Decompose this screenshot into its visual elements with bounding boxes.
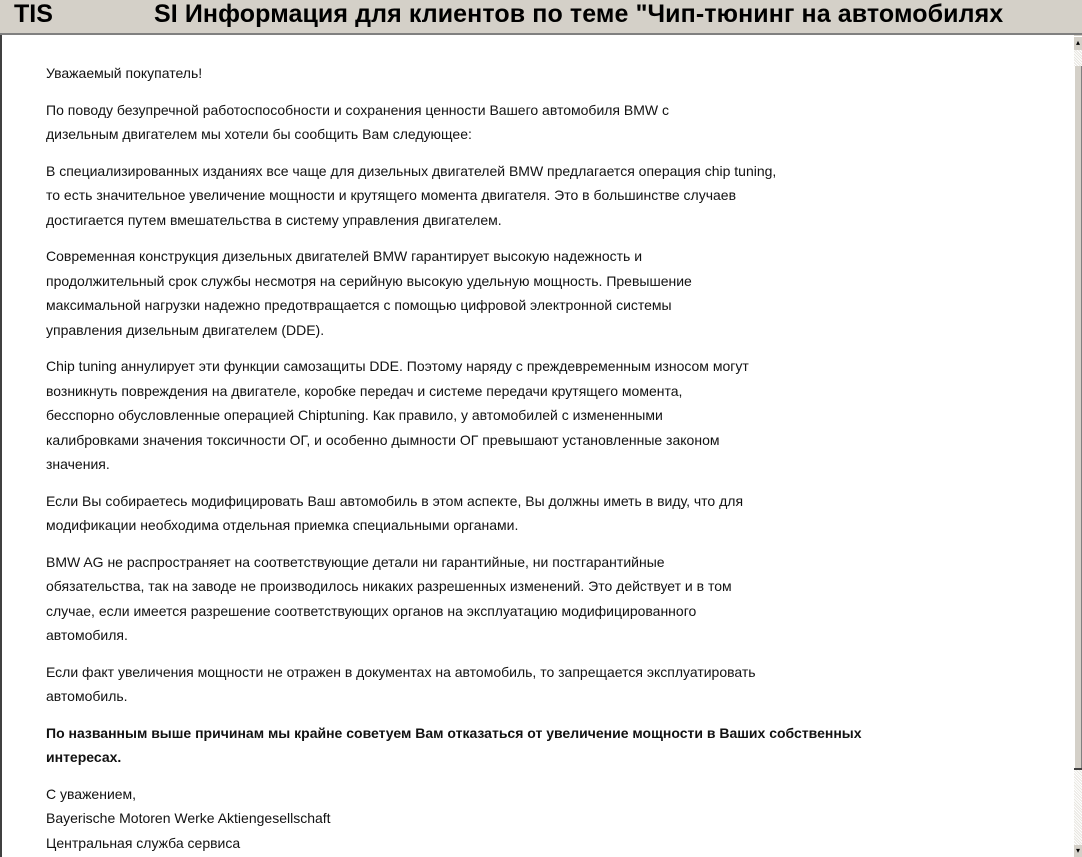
scroll-up-button[interactable]	[1074, 36, 1082, 50]
paragraph-chip-tuning-offer: В специализированных изданиях все чаще для дизельных двигателей BMW предлагается операция chip tuning, то есть значительное увеличение мощности и крутящего момента двигателя. Это в большинстве случаев достигается путем вмешательства в систему управления двигателем.	[46, 162, 777, 228]
paragraph-documents: Если факт увеличения мощности не отражен в документах на автомобиль, то запрещается эксплуатировать автомобиль.	[46, 663, 756, 704]
arrow-up-icon: ▴	[1075, 38, 1080, 47]
scroll-thumb[interactable]	[1074, 66, 1082, 768]
arrow-down-icon: ▾	[1075, 846, 1080, 855]
signature-closing: С уважением,	[46, 785, 137, 802]
scroll-down-button[interactable]	[1074, 845, 1082, 857]
signature-block	[46, 782, 926, 856]
paragraph-modern-design: Современная конструкция дизельных двигателей BMW гарантирует высокую надежность и продолжительный срок службы несмотря на серийную высокую удельную мощность. Превышение максимальной нагрузки надежно предотвращается с помощью цифровой электронной системы управления дизельным двигателем (DDE).	[46, 248, 692, 338]
paragraph-warranty: BMW AG не распространяет на соответствующие детали ни гарантийные, ни постгарантийные обязательства, так на заводе не производилось никаких разрешенных изменений. Это действует и в том случае, если имеется разрешение соответствующих органов на эксплуатацию модифицированного автомобиля.	[46, 553, 732, 643]
greeting: Уважаемый покупатель!	[46, 65, 203, 81]
scroll-track-upper[interactable]	[1074, 50, 1082, 66]
title-bar	[0, 0, 1082, 34]
scroll-track-lower[interactable]	[1074, 770, 1082, 845]
signature-department: Центральная служба сервиса	[46, 834, 241, 851]
paragraph-consequences: Chip tuning аннулирует эти функции самозащиты DDE. Поэтому наряду с преждевременным износом могут возникнуть повреждения на двигателе, коробке передач и системе передачи крутящего момента, бесспорно обусловленные операцией Chiptuning. Как правило, у автомобилей с измененными калибровками значения токсичности ОГ, и особенно дымности ОГ превышают установленные законом значения.	[46, 358, 749, 472]
paragraph-intro: По поводу безупречной работоспособности и сохранения ценности Вашего автомобиля BMW с дизельным двигателем мы хотели бы сообщить Вам следующее:	[46, 101, 670, 142]
document-title: SI Информация для клиентов по теме "Чип-тюнинг на автомобилях	[154, 0, 1004, 28]
paragraph-recommendation: По названным выше причинам мы крайне советуем Вам отказаться от увеличение мощности в Ваших собственных интересах.	[46, 724, 862, 765]
app-label: TIS	[14, 0, 53, 28]
document-content	[46, 61, 926, 855]
signature-company: Bayerische Motoren Werke Aktiengesellschaft	[46, 810, 331, 826]
document-viewer	[0, 35, 1082, 857]
paragraph-modification: Если Вы собираетесь модифицировать Ваш автомобиль в этом аспекте, Вы должны иметь в виду, что для модификации необходима отдельная приемка специальными органами.	[46, 492, 744, 533]
